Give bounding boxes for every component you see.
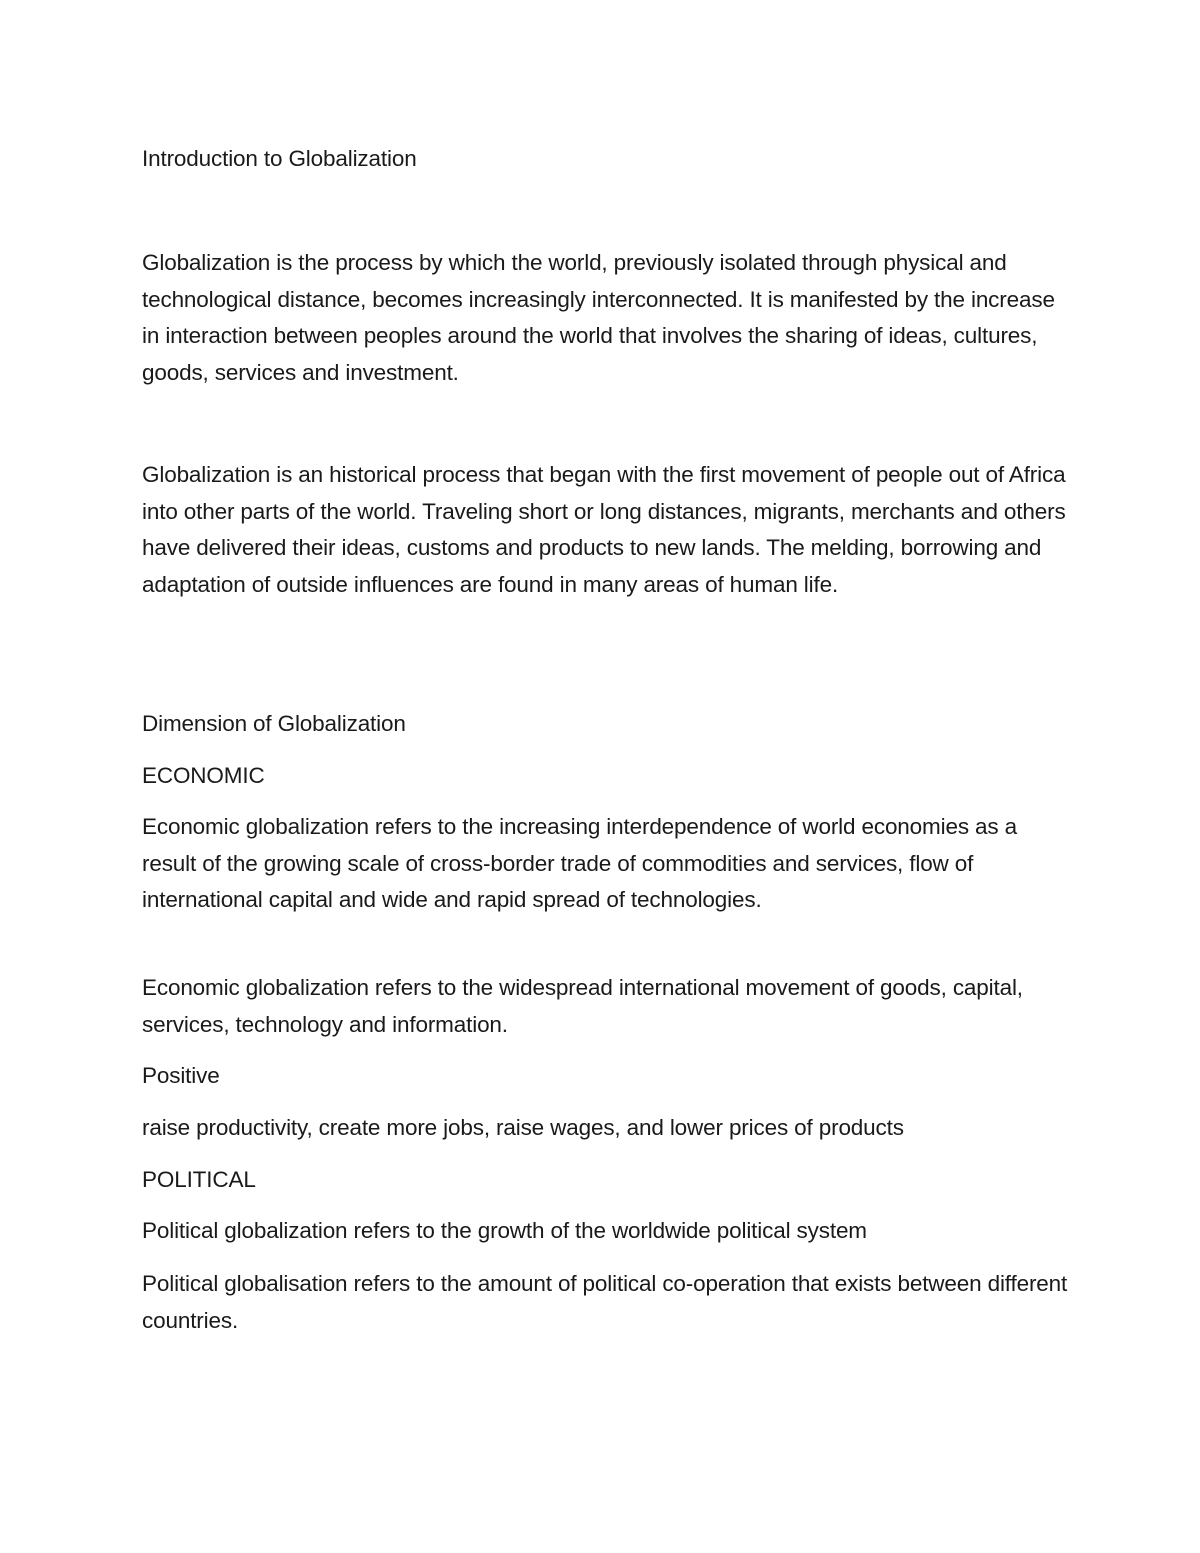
economic-definition-2: Economic globalization refers to the widespread international movement of goods, capital, services, technology and information.: [142, 975, 1023, 1037]
economic-positive-label: Positive: [142, 1063, 220, 1088]
document-title: Introduction to Globalization: [142, 146, 417, 171]
dimension-heading: Dimension of Globalization: [142, 711, 406, 736]
intro-paragraph-2: Globalization is an historical process that began with the first movement of people out of Africa into other parts of the world. Traveling short or long distances, migrants, merchants and others have delivered their ideas, customs and products to new lands. The melding, borrowing and adaptation of outside influences are found in many areas of human life.: [142, 462, 1066, 597]
economic-positive-text: raise productivity, create more jobs, raise wages, and lower prices of products: [142, 1115, 904, 1140]
political-definition-1: Political globalization refers to the growth of the worldwide political system: [142, 1218, 867, 1243]
intro-paragraph-1: Globalization is the process by which the world, previously isolated through physical and technological distance, becomes increasingly interconnected. It is manifested by the increase in interaction between peoples around the world that involves the sharing of ideas, cultures, goods, services and investment.: [142, 250, 1055, 385]
economic-definition-1: Economic globalization refers to the increasing interdependence of world economies as a result of the growing scale of cross-border trade of commodities and services, flow of international capital and wide and rapid spread of technologies.: [142, 814, 1017, 912]
economic-heading: ECONOMIC: [142, 763, 265, 788]
political-heading: POLITICAL: [142, 1167, 256, 1192]
political-definition-2: Political globalisation refers to the amount of political co-operation that exists between different countries.: [142, 1271, 1068, 1333]
